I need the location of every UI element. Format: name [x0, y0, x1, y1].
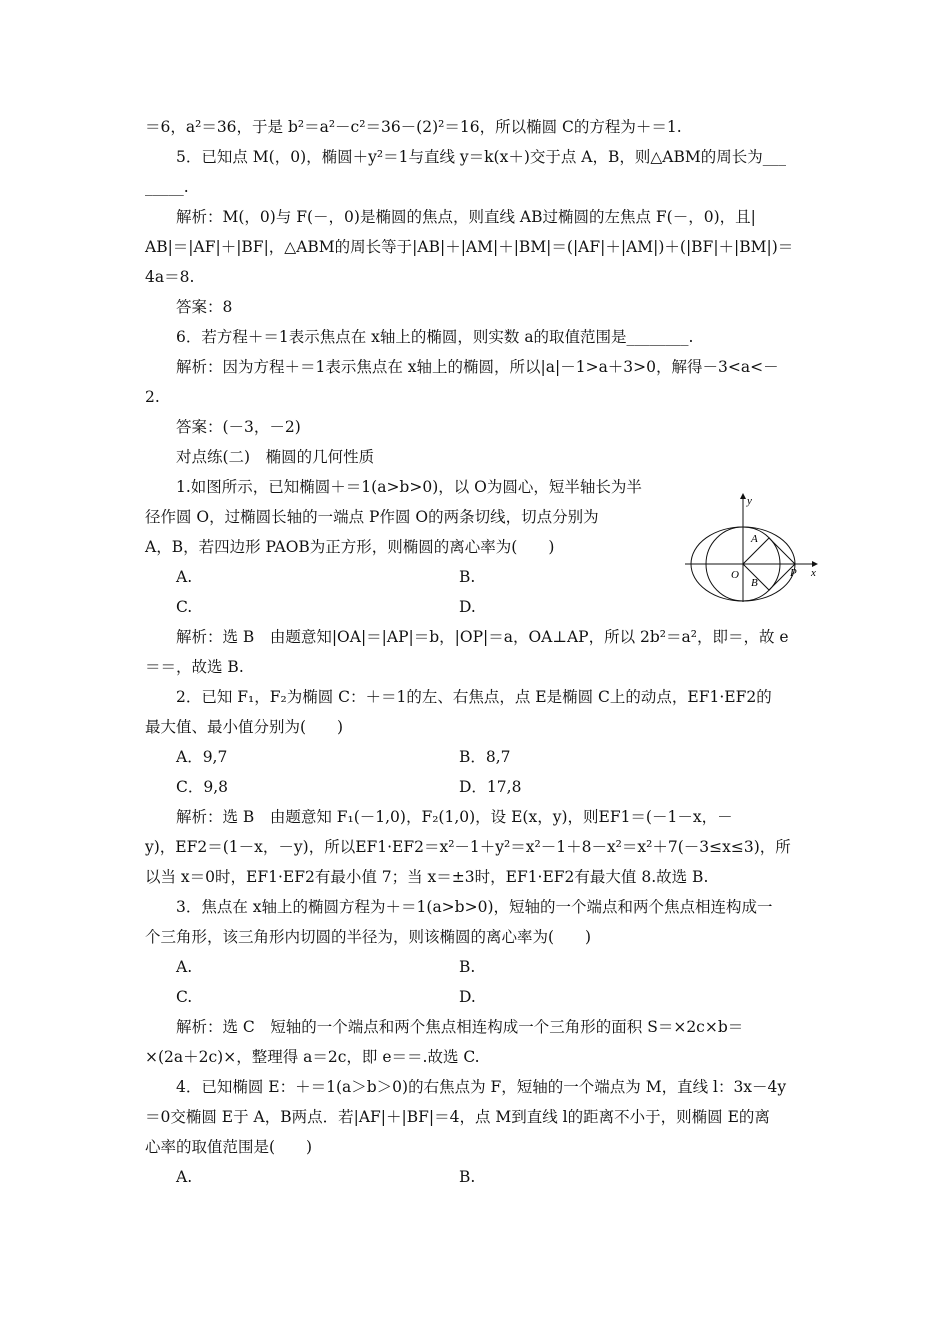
question-4: 4．已知椭圆 E：＋＝1(a＞b＞0)的右焦点为 F，短轴的一个端点为 M，直线 l：3x－4y: [176, 1078, 787, 1096]
answer-5: 答案：8: [176, 298, 233, 316]
text-line: 2.: [145, 388, 160, 406]
question-5: 5．已知点 M(，0)，椭圆＋y²＝1与直线 y＝k(x＋)交于点 A，B，则△ABM的周长为___: [176, 148, 786, 166]
option-b: B.: [459, 958, 476, 976]
solution-5: 解析：M(，0)与 F(－，0)是椭圆的焦点，则直线 AB过椭圆的左焦点 F(－，0)，且|: [176, 208, 756, 226]
option-d: D.: [459, 598, 476, 616]
text-line: y)，EF2＝(1－x，－y)，所以EF1·EF2＝x²－1＋y²＝x²－1＋8－x²＝x²＋7(－3≤x≤3)，所: [145, 838, 791, 856]
text-line: _____.: [145, 178, 189, 196]
option-b: B.: [459, 568, 476, 586]
option-a: A.: [176, 958, 193, 976]
question-3: 3．焦点在 x轴上的椭圆方程为＋＝1(a>b>0)，短轴的一个端点和两个焦点相连构成一: [176, 898, 773, 916]
document-body: [145, 112, 810, 1192]
options-row: [145, 1162, 810, 1192]
text-line: 以当 x＝0时，EF1·EF2有最小值 7；当 x＝±3时，EF1·EF2有最大值 8.故选 B.: [145, 868, 709, 886]
solution-2: 解析：选 B 由题意知 F₁(－1,0)，F₂(1,0)，设 E(x，y)，则EF1＝(－1－x，－: [176, 808, 733, 826]
option-c: C.: [176, 988, 193, 1006]
section-heading: 对点练(二) 椭圆的几何性质: [176, 448, 375, 466]
label-o: O: [731, 569, 739, 581]
text-line: ＝0交椭圆 E于 A，B两点．若|AF|＋|BF|＝4，点 M到直线 l的距离不小于，则椭圆 E的离: [145, 1108, 770, 1126]
options-row: [145, 982, 810, 1012]
text-line: 最大值、最小值分别为( ): [145, 718, 344, 736]
label-x: x: [811, 567, 816, 579]
option-a: A.: [176, 1168, 193, 1186]
label-b: B: [751, 577, 758, 589]
label-p: P: [790, 567, 797, 579]
options-row: [145, 772, 810, 802]
option-b: B.: [459, 1168, 476, 1186]
text-line: 4a＝8.: [145, 268, 195, 286]
option-a: A.: [176, 568, 193, 586]
option-d: D.: [459, 988, 476, 1006]
options-row: [145, 952, 810, 982]
question-2: 2．已知 F₁，F₂为椭圆 C：＋＝1的左、右焦点，点 E是椭圆 C上的动点，EF1·EF2的: [176, 688, 772, 706]
question-1: 1.如图所示，已知椭圆＋＝1(a>b>0)，以 O为圆心，短半轴长为半: [176, 478, 642, 496]
text-line: ×(2a＋2c)×，整理得 a＝2c，即 e＝＝.故选 C.: [145, 1048, 480, 1066]
solution-6: 解析：因为方程＋＝1表示焦点在 x轴上的椭圆，所以|a|－1>a＋3>0，解得－3<a<－: [176, 358, 779, 376]
text-line: 个三角形，该三角形内切圆的半径为，则该椭圆的离心率为( ): [145, 928, 592, 946]
text-line: A，B，若四边形 PAOB为正方形，则椭圆的离心率为( ): [145, 538, 555, 556]
label-a: A: [751, 533, 758, 545]
option-c: C.: [176, 598, 193, 616]
text-line: ＝＝，故选 B.: [145, 658, 244, 676]
text-line: AB|＝|AF|＋|BF|，△ABM的周长等于|AB|＋|AM|＋|BM|＝(|AF|＋|AM|)＋(|BF|＋|BM|)＝: [145, 238, 794, 256]
ellipse-figure: [683, 488, 825, 604]
text-line: ＝6，a²＝36，于是 b²＝a²－c²＝36－(2)²＝16，所以椭圆 C的方程为＋＝1.: [145, 118, 682, 136]
option-b: B．8,7: [459, 748, 511, 766]
label-y: y: [747, 495, 752, 507]
option-a: A．9,7: [176, 748, 228, 766]
option-c: C．9,8: [176, 778, 229, 796]
question-6: 6．若方程＋＝1表示焦点在 x轴上的椭圆，则实数 a的取值范围是________.: [176, 328, 694, 346]
solution-1: 解析：选 B 由题意知|OA|＝|AP|＝b，|OP|＝a，OA⊥AP，所以 2b²＝a²，即＝，故 e: [176, 628, 789, 646]
text-line: 心率的取值范围是( ): [145, 1138, 313, 1156]
options-row: [145, 742, 810, 772]
solution-3: 解析：选 C 短轴的一个端点和两个焦点相连构成一个三角形的面积 S＝×2c×b＝: [176, 1018, 744, 1036]
option-d: D．17,8: [459, 778, 522, 796]
answer-6: 答案：(－3，－2): [176, 418, 301, 436]
text-line: 径作圆 O，过椭圆长轴的一端点 P作圆 O的两条切线，切点分别为: [145, 508, 599, 526]
